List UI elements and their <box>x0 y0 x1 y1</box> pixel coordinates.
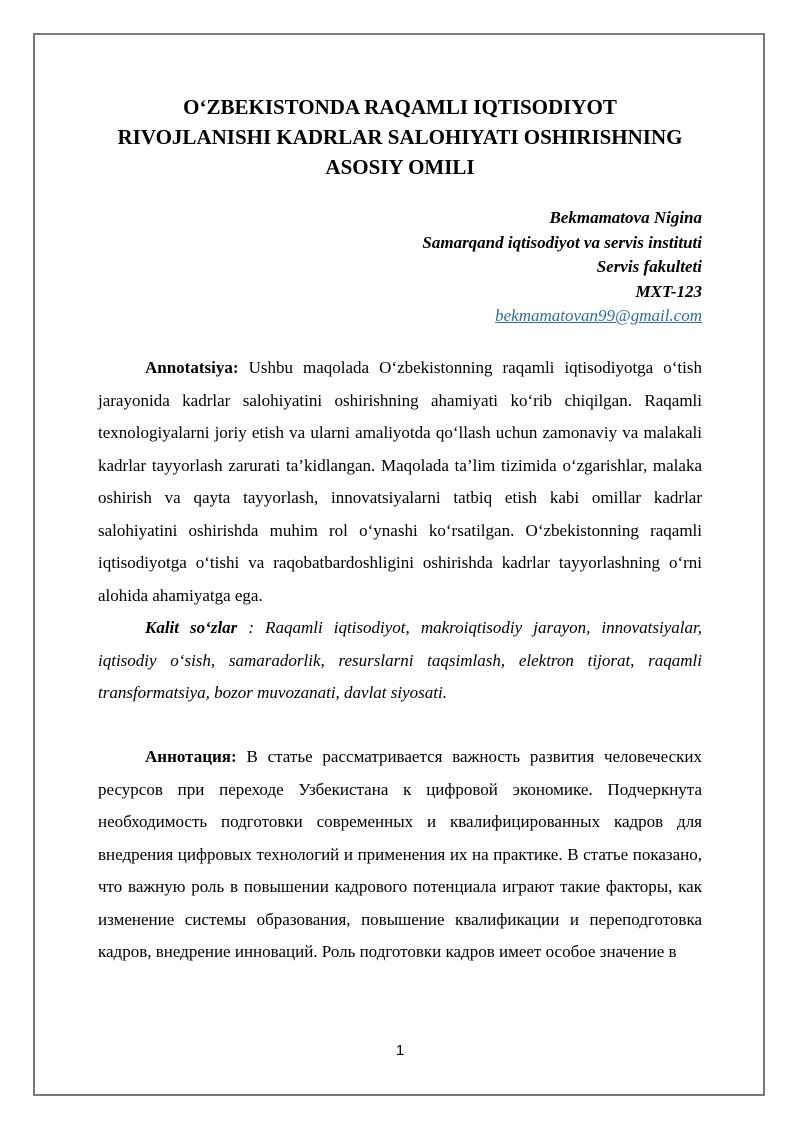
keywords <box>98 612 702 710</box>
paper-title <box>80 92 720 182</box>
author-block <box>422 206 702 329</box>
title-line-2: RIVOJLANISHI KADRLAR SALOHIYATI OSHIRISHNING <box>117 125 683 149</box>
abstract-ru-label: Аннотация: <box>145 747 237 766</box>
abstract-ru <box>98 741 702 969</box>
author-institution: Samarqand iqtisodiyot va servis instituti <box>422 232 702 252</box>
abstract-uz-label: Annotatsiya: <box>145 358 239 377</box>
author-name: Bekmamatova Nigina <box>549 208 702 227</box>
title-line-3: ASOSIY OMILI <box>325 155 475 179</box>
title-line-1: O‘ZBEKISTONDA RAQAMLI IQTISODIYOT <box>183 95 617 119</box>
abstract-uz <box>98 352 702 612</box>
keywords-text: : Raqamli iqtisodiyot, makroiqtisodiy jarayon, innovatsiyalar, iqtisodiy o‘sish, samaradorlik, resurslarni taqsimlash, elektron tijorat, raqamli transformatsiya, bozor muvozanati, davlat siyosati. <box>98 618 702 702</box>
keywords-label: Kalit so‘zlar <box>145 618 238 637</box>
page-number: 1 <box>395 1042 405 1059</box>
author-group: MXT-123 <box>635 281 702 301</box>
author-email-link[interactable]: bekmamatovan99@gmail.com <box>495 306 702 325</box>
abstract-ru-text: В статье рассматривается важность развития человеческих ресурсов при переходе Узбекистана к цифровой экономике. Подчеркнута необходимость подготовки современных и квалифицированных кадров для внедрения цифровых технологий и применения их на практике. В статье показано, что важную роль в повышении кадрового потенциала играют такие факторы, как изменение системы образования, повышение квалификации и переподготовка кадров, внедрение инноваций. Роль подготовки кадров имеет особое значение в <box>98 747 702 961</box>
author-faculty: Servis fakulteti <box>596 257 702 276</box>
abstract-uz-text: Ushbu maqolada O‘zbekistonning raqamli iqtisodiyotga o‘tish jarayonida kadrlar salohiyatini oshirishning ahamiyati ko‘rib chiqilgan. Raqamli texnologiyalarni joriy etish va ularni amaliyotda qo‘llash uchun zamonaviy va malakali kadrlar tayyorlash zarurati ta’kidlangan. Maqolada ta’lim tizimida o‘zgarishlar, malaka oshirish va qayta tayyorlash, innovatsiyalarni tatbiq etish kabi omillar kadrlar salohiyatini oshirishda muhim rol o‘ynashi ko‘rsatilgan. O‘zbekistonning raqamli iqtisodiyotga o‘tishi va raqobatbardoshligini oshirishda kadrlar tayyorlashning o‘rni alohida ahamiyatga ega. <box>98 358 702 605</box>
